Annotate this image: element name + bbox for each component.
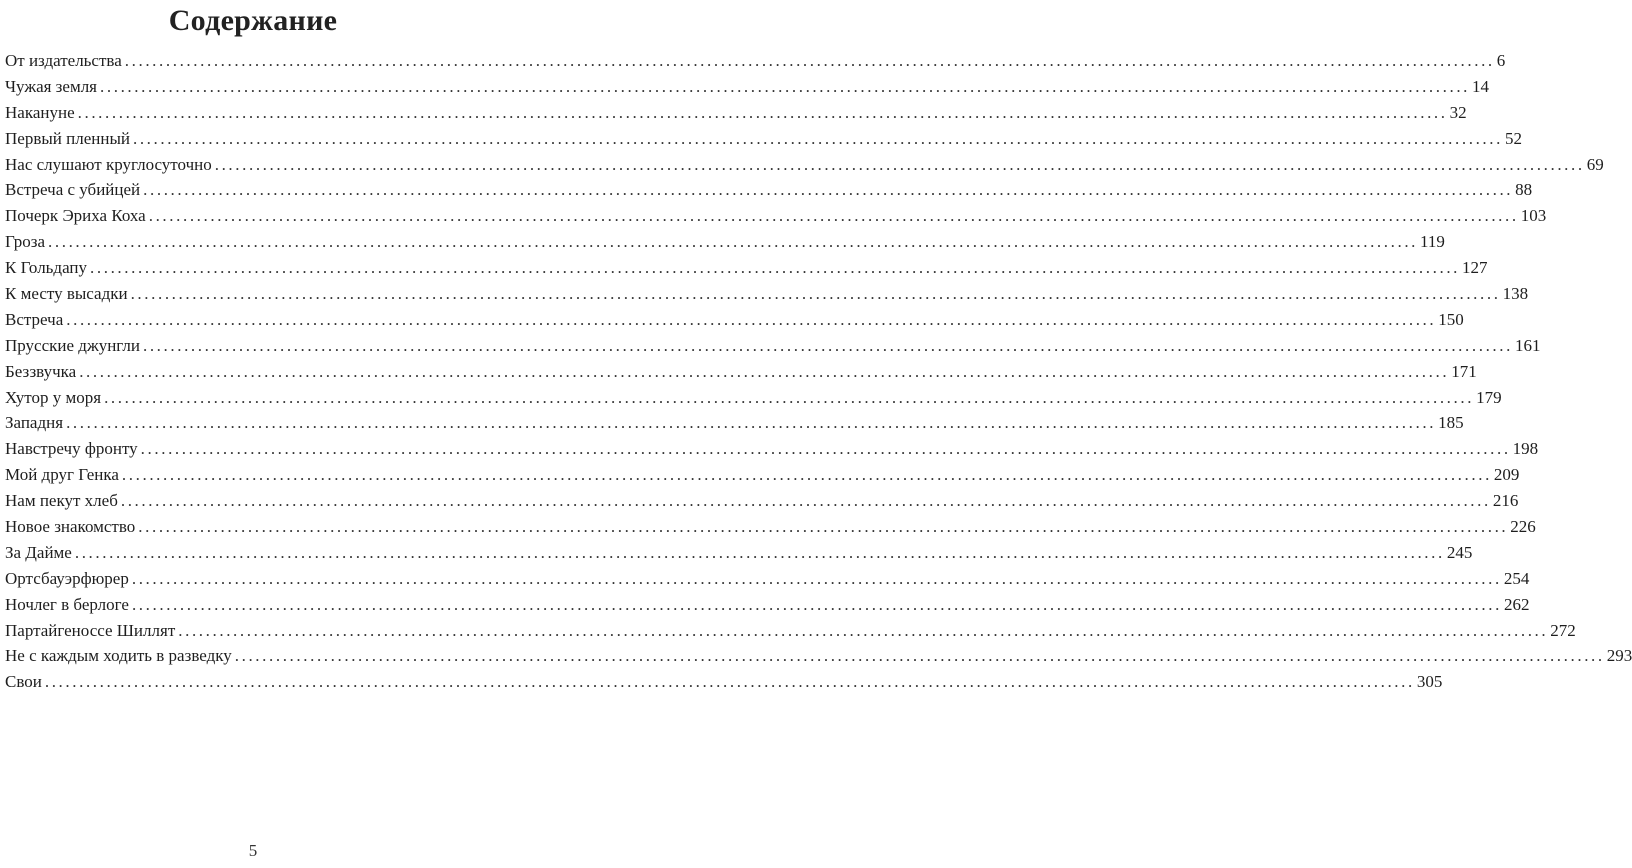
toc-entry-title: К Гольдапу bbox=[5, 258, 88, 278]
toc-entry-page: 179 bbox=[1476, 387, 1502, 407]
toc-entry-title: К месту высадки bbox=[5, 284, 128, 304]
toc-entry bbox=[5, 542, 1473, 569]
dot-leader: ........................................................................................................................................................................................................ bbox=[234, 646, 1605, 666]
toc-entry-title: Нам пекут хлеб bbox=[5, 491, 118, 511]
toc-entry bbox=[5, 387, 1502, 414]
toc-entry-page: 88 bbox=[1515, 180, 1533, 200]
toc-entry bbox=[5, 180, 1533, 206]
toc-entry bbox=[5, 465, 1520, 491]
toc-entry-page: 171 bbox=[1451, 361, 1477, 381]
dot-leader: ........................................................................................................................................................................................................ bbox=[44, 672, 1415, 692]
toc-entry bbox=[5, 232, 1445, 258]
dot-leader: ........................................................................................................................................................................................................ bbox=[178, 620, 1549, 640]
toc-entry-page: 209 bbox=[1493, 465, 1520, 485]
toc-entry-title: Новое знакомство bbox=[5, 517, 136, 537]
toc-entry-title: Почерк Эриха Коха bbox=[5, 206, 146, 226]
toc-entry-page: 32 bbox=[1449, 102, 1467, 122]
toc-entry bbox=[5, 646, 1632, 672]
toc-entry bbox=[5, 284, 1529, 310]
toc-entry bbox=[5, 594, 1530, 621]
toc-entry-title: Нас слушают круглосуточно bbox=[5, 154, 212, 174]
toc-entry bbox=[5, 335, 1541, 362]
dot-leader: ........................................................................................................................................................................................................ bbox=[143, 180, 1514, 200]
dot-leader: ........................................................................................................................................................................................................ bbox=[130, 284, 1501, 304]
toc-entry-page: 254 bbox=[1503, 568, 1530, 588]
toc-entry-page: 161 bbox=[1514, 335, 1541, 355]
toc-entry-title: Ночлег в берлоге bbox=[5, 594, 129, 614]
toc-entry bbox=[5, 102, 1467, 129]
dot-leader: ........................................................................................................................................................................................................ bbox=[124, 51, 1495, 70]
dot-leader: ........................................................................................................................................................................................................ bbox=[66, 413, 1437, 433]
toc-entry-title: Свои bbox=[5, 672, 42, 692]
toc-entry bbox=[5, 672, 1443, 698]
toc-entry bbox=[5, 413, 1464, 439]
toc-entry-page: 305 bbox=[1416, 672, 1443, 692]
toc-entry-title: Западня bbox=[5, 413, 64, 433]
toc-entry bbox=[5, 439, 1539, 465]
toc-entry-page: 6 bbox=[1496, 51, 1506, 70]
toc-entry bbox=[5, 51, 1506, 77]
dot-leader: ........................................................................................................................................................................................................ bbox=[79, 361, 1450, 381]
toc-entry-title: Ортсбауэрфюрер bbox=[5, 568, 129, 588]
toc-entry bbox=[5, 309, 1464, 336]
toc-entry-title: Встреча bbox=[5, 309, 64, 329]
toc-entry-page: 52 bbox=[1504, 128, 1522, 148]
toc-entry bbox=[5, 491, 1519, 517]
toc-entry-page: 216 bbox=[1492, 491, 1519, 511]
dot-leader: ........................................................................................................................................................................................................ bbox=[120, 491, 1491, 511]
toc-entry-page: 150 bbox=[1438, 309, 1464, 329]
dot-leader: ........................................................................................................................................................................................................ bbox=[140, 439, 1511, 459]
toc-entry-page: 119 bbox=[1420, 232, 1445, 252]
dot-leader: ........................................................................................................................................................................................................ bbox=[214, 154, 1585, 174]
toc-entry-page: 198 bbox=[1512, 439, 1539, 459]
toc-entry-title: Встреча с убийцей bbox=[5, 180, 141, 200]
toc-entry bbox=[5, 128, 1522, 155]
toc-entry-title: Не с каждым ходить в разведку bbox=[5, 646, 232, 666]
toc-entry-title: Накануне bbox=[5, 102, 75, 122]
dot-leader: ........................................................................................................................................................................................................ bbox=[121, 465, 1492, 485]
toc-entry-title: Партайгеноссе Шиллят bbox=[5, 620, 176, 640]
toc-entry-page: 262 bbox=[1503, 594, 1530, 614]
toc-entry bbox=[5, 154, 1604, 181]
dot-leader: ........................................................................................................................................................................................................ bbox=[74, 542, 1445, 562]
toc-entry-title: Навстречу фронту bbox=[5, 439, 138, 459]
dot-leader: ........................................................................................................................................................................................................ bbox=[90, 258, 1461, 278]
toc-entry-page: 293 bbox=[1606, 646, 1632, 666]
toc-entry-title: Первый пленный bbox=[5, 128, 130, 148]
toc-entry-page: 185 bbox=[1438, 413, 1464, 433]
toc-entry-page: 14 bbox=[1472, 76, 1490, 96]
toc-entry-page: 69 bbox=[1586, 154, 1604, 174]
toc-entry-title: Гроза bbox=[5, 232, 46, 252]
dot-leader: ........................................................................................................................................................................................................ bbox=[104, 387, 1475, 407]
dot-leader: ........................................................................................................................................................................................................ bbox=[142, 335, 1513, 355]
dot-leader: ........................................................................................................................................................................................................ bbox=[138, 517, 1509, 537]
dot-leader: ........................................................................................................................................................................................................ bbox=[77, 102, 1448, 122]
toc-entry-title: Беззвучка bbox=[5, 361, 77, 381]
toc-entry-page: 127 bbox=[1462, 258, 1488, 278]
toc-entry-page: 103 bbox=[1520, 206, 1547, 226]
toc-entry bbox=[5, 258, 1488, 284]
page-number: 5 bbox=[248, 841, 258, 860]
toc-entry bbox=[5, 361, 1477, 388]
dot-leader: ........................................................................................................................................................................................................ bbox=[48, 232, 1419, 252]
toc-entry-title: Мой друг Генка bbox=[5, 465, 119, 485]
dot-leader: ........................................................................................................................................................................................................ bbox=[132, 128, 1503, 148]
toc-entry-title: От издательства bbox=[5, 51, 122, 70]
table-of-contents bbox=[5, 51, 1632, 698]
toc-entry-page: 272 bbox=[1550, 620, 1576, 640]
toc-entry-title: Чужая земля bbox=[5, 76, 98, 96]
toc-entry bbox=[5, 517, 1536, 543]
toc-entry-title: Хутор у моря bbox=[5, 387, 102, 407]
dot-leader: ........................................................................................................................................................................................................ bbox=[100, 76, 1471, 96]
toc-entry-page: 138 bbox=[1502, 284, 1529, 304]
dot-leader: ........................................................................................................................................................................................................ bbox=[148, 206, 1519, 226]
toc-entry-title: За Дайме bbox=[5, 542, 72, 562]
toc-entry bbox=[5, 206, 1547, 232]
toc-entry-page: 226 bbox=[1510, 517, 1536, 537]
toc-entry bbox=[5, 620, 1576, 647]
toc-entry bbox=[5, 568, 1530, 595]
toc-entry-title: Прусские джунгли bbox=[5, 335, 140, 355]
dot-leader: ........................................................................................................................................................................................................ bbox=[66, 309, 1437, 329]
toc-entry bbox=[5, 76, 1490, 103]
page-title: Содержание bbox=[168, 4, 338, 37]
dot-leader: ........................................................................................................................................................................................................ bbox=[131, 594, 1502, 614]
dot-leader: ........................................................................................................................................................................................................ bbox=[131, 568, 1502, 588]
toc-entry-page: 245 bbox=[1446, 542, 1473, 562]
